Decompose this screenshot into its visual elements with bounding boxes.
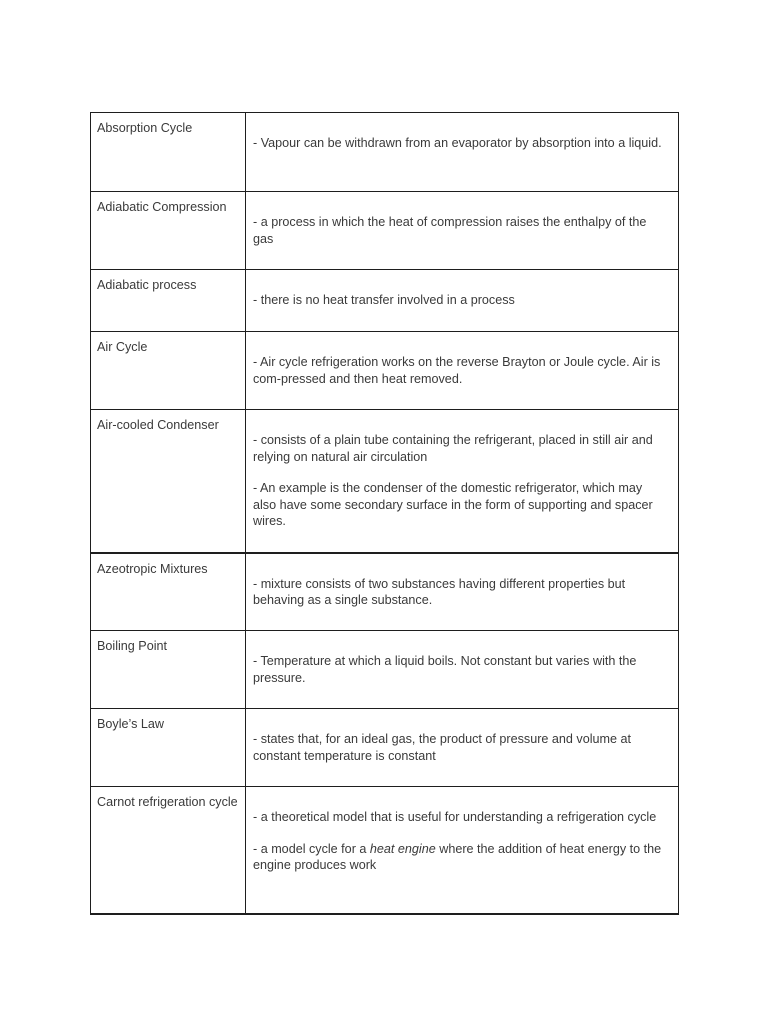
table-row: [91, 709, 679, 787]
definition-cell: [246, 553, 679, 631]
term-label: Boyle’s Law: [97, 717, 164, 731]
table-row: [91, 270, 679, 332]
term-label: Azeotropic Mixtures: [97, 561, 208, 576]
definition-cell: [246, 113, 679, 192]
definition-text: - a theoretical model that is useful for understanding a refrigeration cycle: [253, 810, 657, 824]
term-label: Adiabatic process: [97, 278, 197, 292]
term-label: Air Cycle: [97, 340, 148, 354]
term-label: Carnot refrigeration cycle: [97, 795, 238, 809]
term-label: Adiabatic Compression: [97, 200, 227, 214]
term-cell: [91, 270, 246, 332]
definition-cell: [246, 332, 679, 410]
definition-text: - there is no heat transfer involved in a process: [253, 293, 515, 307]
definition-text: - states that, for an ideal gas, the product of pressure and volume at constant temperature is constant: [253, 732, 632, 763]
term-cell: [91, 787, 246, 914]
definition-emphasis: heat engine: [369, 841, 436, 856]
definition-cell: [246, 787, 679, 914]
definition-text: - Temperature at which a liquid boils. Not constant but varies with the pressure.: [253, 654, 637, 685]
term-cell: [91, 332, 246, 410]
definition-text: - An example is the condenser of the domestic refrigerator, which may also have some secondary surface in the form of supporting and spacer wires.: [253, 481, 653, 528]
term-label: Boiling Point: [97, 639, 168, 653]
term-cell: [91, 192, 246, 270]
definition-text: - Vapour can be withdrawn from an evaporator by absorption into a liquid.: [253, 136, 662, 150]
glossary-table: [90, 112, 679, 915]
definition-suffix: where the addition of heat energy to the engine produces work: [253, 841, 662, 872]
definition-text: - Air cycle refrigeration works on the reverse Brayton or Joule cycle. Air is com-pressed and then heat removed.: [253, 355, 661, 386]
table-row: [91, 332, 679, 410]
definition-cell: [246, 192, 679, 270]
definition-cell: [246, 410, 679, 553]
table-row: [91, 113, 679, 192]
table-row: [91, 787, 679, 914]
definition-text: - consists of a plain tube containing the refrigerant, placed in still air and relying on natural air circulation: [253, 433, 653, 464]
definition-text: - mixture consists of two substances having different properties but behaving as a single substance.: [253, 576, 626, 607]
term-label: Air-cooled Condenser: [97, 418, 219, 432]
term-cell: [91, 709, 246, 787]
table-row: [91, 631, 679, 709]
table-row: [91, 553, 679, 631]
term-cell: [91, 631, 246, 709]
definition-cell: [246, 709, 679, 787]
definition-cell: [246, 631, 679, 709]
term-label: Absorption Cycle: [97, 121, 193, 135]
table-row: [91, 410, 679, 553]
table-row: [91, 192, 679, 270]
definition-cell: [246, 270, 679, 332]
term-cell: [91, 553, 246, 631]
definition-prefix: - a model cycle for a: [253, 841, 370, 856]
definition-text-rich: [253, 841, 668, 874]
term-cell: [91, 410, 246, 553]
term-cell: [91, 113, 246, 192]
definition-text: - a process in which the heat of compression raises the enthalpy of the gas: [253, 215, 647, 246]
